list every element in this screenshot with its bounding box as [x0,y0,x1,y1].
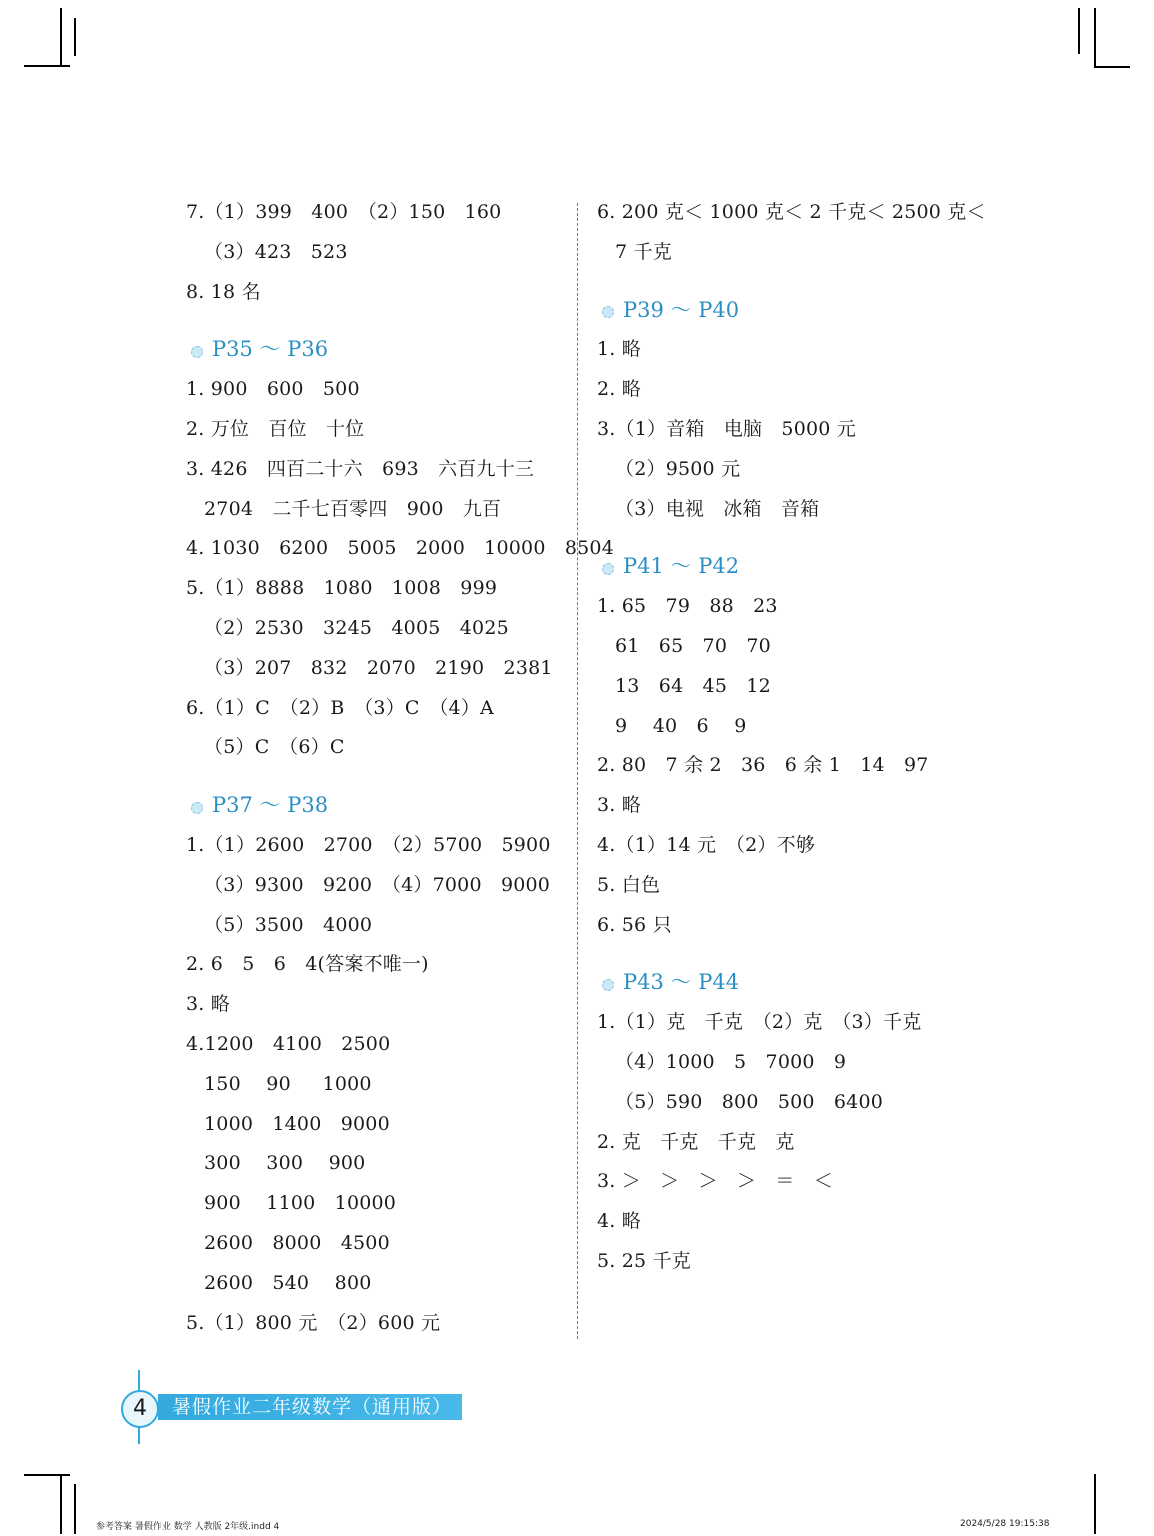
answer-line: 3. 426 四百二十六 693 六百九十三 [186,457,535,480]
answer-line: 3. 略 [186,993,230,1016]
sun-icon [186,340,206,360]
crop-mark [60,1474,62,1534]
crop-mark [60,8,62,66]
footer-tick-top [138,1370,140,1392]
crop-mark [74,1484,76,1534]
section-heading-text: P43 ～ P44 [623,970,740,995]
answer-line: 6.（1）C （2）B （3）C （4）A [186,696,494,719]
answer-line: 2. 万位 百位 十位 [186,417,365,440]
crop-mark [1078,8,1080,54]
right-answer-column [597,193,1017,1282]
page-number: 4 [121,1390,159,1428]
answer-line: 1.（1）2600 2700 （2）5700 5900 [186,833,551,856]
section-heading [186,786,566,826]
section-heading-text: P35 ～ P36 [212,337,329,362]
crop-mark [24,65,70,67]
answer-line: 4.1200 4100 2500 [186,1032,391,1055]
print-timestamp: 2024/5/28 19:15:38 [960,1519,1050,1529]
section-heading [597,547,1017,587]
crop-mark [1094,66,1130,68]
section-heading-text: P41 ～ P42 [623,554,740,579]
answer-line: 5. 白色 [597,873,661,896]
section-heading [186,330,566,370]
answer-line: 5.（1）800 元 （2）600 元 [186,1311,441,1334]
print-file-info: 参考答案 暑假作业 数学 人教版 2年级.indd 4 [96,1522,280,1532]
section-heading [597,963,1017,1003]
answer-line: 2. 略 [597,378,641,401]
answer-line: 4. 略 [597,1210,641,1233]
answer-line: 13 64 45 12 [615,674,771,697]
answer-line: 5. 25 千克 [597,1249,691,1272]
answer-line: 7.（1）399 400 （2）150 160 [186,201,502,223]
answer-line: 2600 540 800 [204,1271,372,1294]
answer-line: 900 1100 10000 [204,1192,397,1215]
answer-line: （3）423 523 [204,240,348,263]
crop-mark [1094,8,1096,66]
answer-line: 9 40 6 9 [615,714,747,737]
crop-mark [24,1474,70,1476]
section-heading-text: P37 ～ P38 [212,793,329,818]
answer-line: （2）2530 3245 4005 4025 [204,616,509,639]
section-heading-text: P39 ～ P40 [623,297,740,322]
answer-line: （3）207 832 2070 2190 2381 [204,656,553,679]
answer-line: （5）590 800 500 6400 [615,1090,884,1113]
answer-line: 1.（1）克 千克 （2）克 （3）千克 [597,1011,922,1034]
answer-line: 8. 18 名 [186,280,261,303]
answer-line: 3. 略 [597,794,641,817]
answer-line: 1. 65 79 88 23 [597,595,778,618]
answer-line: 2. 6 5 6 4(答案不唯一) [186,953,429,976]
crop-mark [1094,1474,1096,1534]
sun-icon [597,973,617,993]
sun-icon [186,796,206,816]
answer-line: 4.（1）14 元 （2）不够 [597,833,816,856]
answer-line: 1. 900 600 500 [186,378,360,401]
answer-line: 2. 克 千克 千克 克 [597,1130,795,1153]
answer-line: （5）3500 4000 [204,913,373,936]
answer-line: （3）电视 冰箱 音箱 [615,497,820,520]
answer-line: 2704 二千七百零四 900 九百 [204,497,502,520]
answer-line: 150 90 1000 [204,1072,372,1095]
answer-line: 6. 56 只 [597,913,672,936]
crop-mark [74,18,76,56]
section-heading [597,291,1017,331]
left-answer-column [186,193,614,1343]
answer-line: 4. 1030 6200 5005 2000 10000 8504 [186,537,614,560]
sun-icon [597,557,617,577]
answer-line: （5）C （6）C [204,736,345,759]
answer-line: 300 300 900 [204,1152,366,1175]
answer-line: （3）9300 9200 （4）7000 9000 [204,873,551,896]
answer-line: 2. 80 7 余 2 36 6 余 1 14 97 [597,754,929,777]
sun-icon [597,300,617,320]
answer-line: 1. 略 [597,338,641,361]
answer-line: （2）9500 元 [615,457,741,480]
answer-line: 5.（1）8888 1080 1008 999 [186,577,498,600]
answer-line: 2600 8000 4500 [204,1231,390,1254]
column-divider [577,203,578,1339]
answer-line: 3.（1）音箱 电脑 5000 元 [597,417,857,440]
answer-line: 7 千克 [615,240,672,263]
answer-line: 61 65 70 70 [615,634,771,657]
answer-line: （4）1000 5 7000 9 [615,1050,847,1073]
answer-line: 3. ＞ ＞ ＞ ＞ ＝ ＜ [597,1170,833,1193]
footer-banner: 暑假作业二年级数学（通用版） [158,1394,462,1420]
answer-line: 1000 1400 9000 [204,1112,390,1135]
answer-line: 6. 200 克＜ 1000 克＜ 2 千克＜ 2500 克＜ [597,201,986,223]
